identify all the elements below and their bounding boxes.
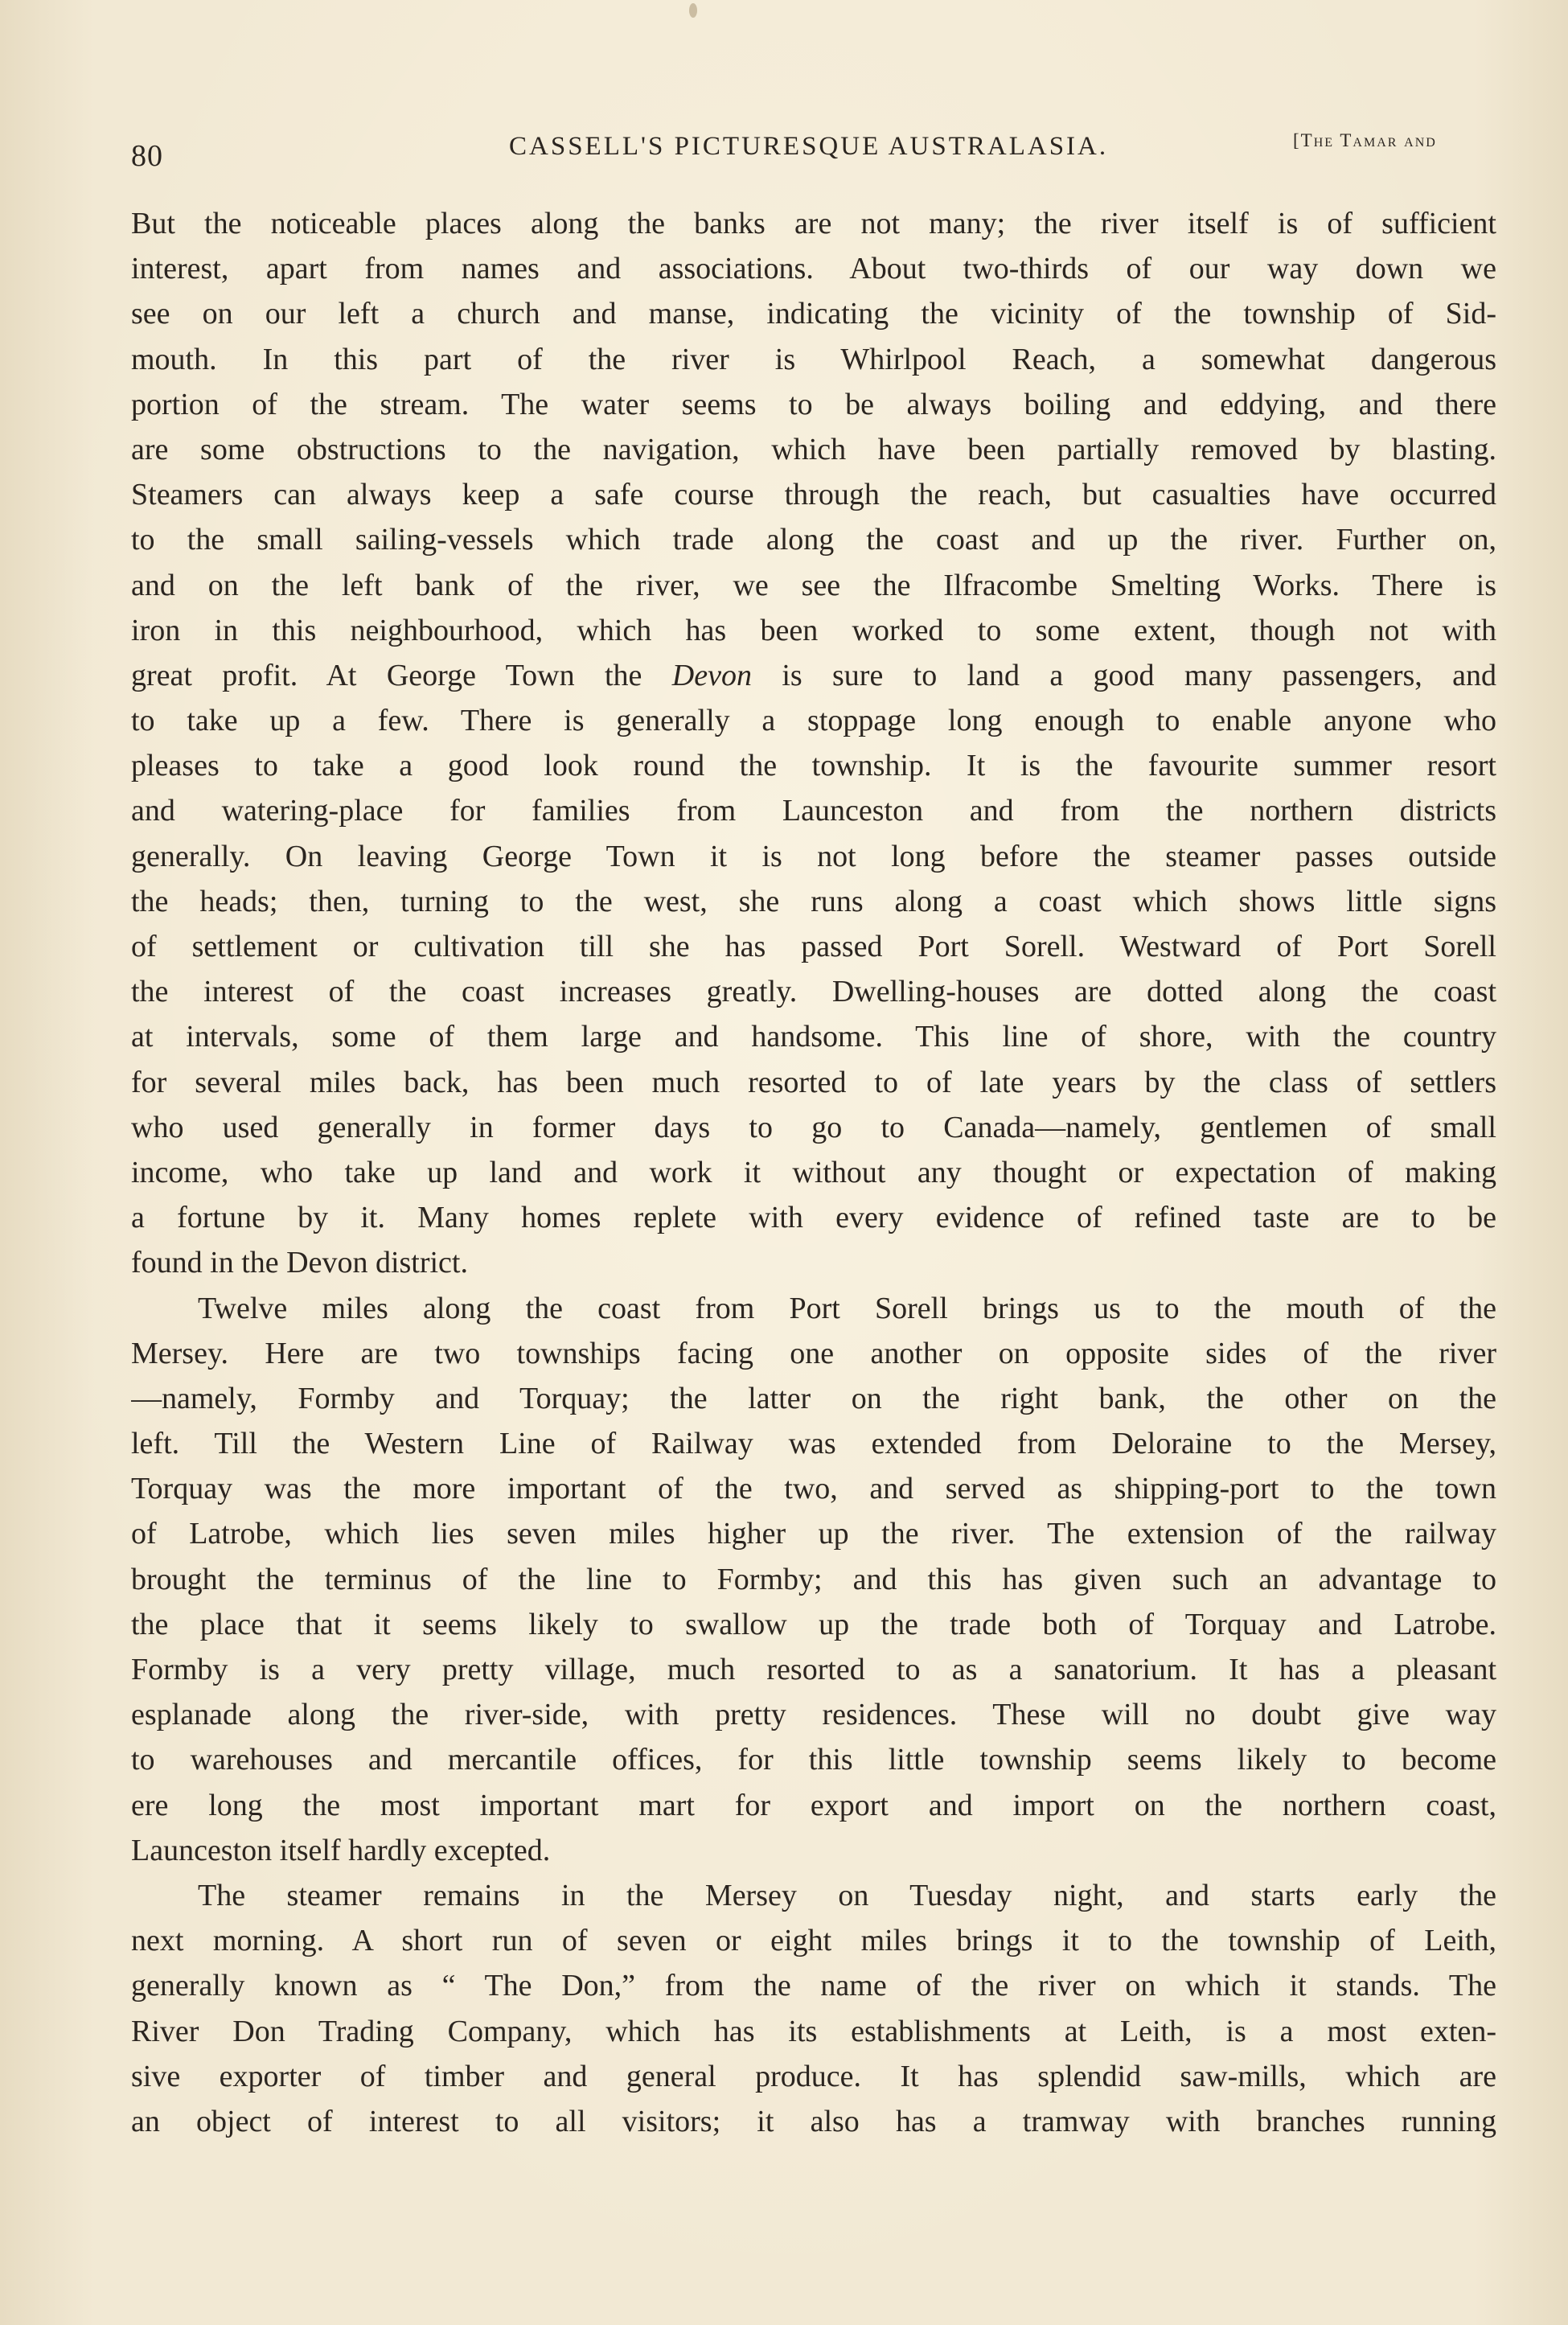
text-line: of Latrobe, which lies seven miles higher up the river. The extension of the railway	[131, 1517, 1496, 1551]
text-line: Twelve miles along the coast from Port Sorell brings us to the mouth of the	[198, 1291, 1496, 1325]
text-line: the place that it seems likely to swallow up the trade both of Torquay and Latrobe.	[131, 1607, 1496, 1641]
text-line: Steamers can always keep a safe course through the reach, but casualties have occurred	[131, 478, 1496, 512]
text-line-devon	[131, 653, 1496, 698]
text-line: Torquay was the more important of the two, and served as shipping-port to the town	[131, 1472, 1496, 1506]
text-line: the heads; then, turning to the west, she runs along a coast which shows little signs	[131, 884, 1496, 918]
page-number: 80	[131, 139, 163, 173]
text-line: the interest of the coast increases greatly. Dwelling-houses are dotted along the coast	[131, 975, 1496, 1009]
text-segment: is sure to land a good many passengers, and	[782, 658, 1496, 692]
text-line: an object of interest to all visitors; it also has a tramway with branches running	[131, 2104, 1496, 2138]
text-line: and watering-place for families from Launceston and from the northern districts	[131, 794, 1496, 828]
text-body	[131, 201, 1496, 2144]
text-line: to warehouses and mercantile offices, for this little township seems likely to become	[131, 1743, 1496, 1777]
text-line: and on the left bank of the river, we see the Ilfracombe Smelting Works. There is	[131, 568, 1496, 602]
ship-name-devon: Devon	[671, 658, 752, 692]
text-line: at intervals, some of them large and handsome. This line of shore, with the country	[131, 1020, 1496, 1054]
text-line: interest, apart from names and associations. About two-thirds of our way down we	[131, 252, 1496, 286]
text-segment: great profit. At George Town the	[131, 658, 642, 692]
text-line: River Don Trading Company, which has its establishments at Leith, is a most exten-	[131, 2014, 1496, 2048]
running-head	[131, 129, 1476, 177]
text-line: sive exporter of timber and general produce. It has splendid saw-mills, which are	[131, 2059, 1496, 2093]
text-line: Formby is a very pretty village, much resorted to as a sanatorium. It has a pleasant	[131, 1653, 1496, 1686]
text-line: esplanade along the river-side, with pretty residences. These will no doubt give way	[131, 1698, 1496, 1732]
text-line: to the small sailing-vessels which trade along the coast and up the river. Further on,	[131, 523, 1496, 557]
text-line: But the noticeable places along the banks are not many; the river itself is of sufficient	[131, 207, 1496, 240]
text-line: of settlement or cultivation till she has passed Port Sorell. Westward of Port Sorell	[131, 930, 1496, 963]
text-line: to take up a few. There is generally a stoppage long enough to enable anyone who	[131, 704, 1496, 738]
text-line: a fortune by it. Many homes replete with every evidence of refined taste are to be	[131, 1201, 1496, 1235]
text-line: brought the terminus of the line to Formby; and this has given such an advantage to	[131, 1562, 1496, 1596]
text-line: who used generally in former days to go to Canada—namely, gentlemen of small	[131, 1110, 1496, 1144]
text-line: generally. On leaving George Town it is not long before the steamer passes outside	[131, 839, 1496, 873]
text-line: —namely, Formby and Torquay; the latter on the right bank, the other on the	[131, 1381, 1496, 1415]
text-line: mouth. In this part of the river is Whirlpool Reach, a somewhat dangerous	[131, 342, 1496, 376]
text-line: portion of the stream. The water seems to be always boiling and eddying, and there	[131, 387, 1496, 421]
ink-speck	[689, 3, 697, 18]
text-line: generally known as “ The Don,” from the name of the river on which it stands. The	[131, 1969, 1496, 2003]
text-line: pleases to take a good look round the township. It is the favourite summer resort	[131, 749, 1496, 783]
text-line: Mersey. Here are two townships facing one another on opposite sides of the river	[131, 1336, 1496, 1370]
text-line: The steamer remains in the Mersey on Tuesday night, and starts early the	[198, 1878, 1496, 1912]
text-line: are some obstructions to the navigation, which have been partially removed by blasting.	[131, 432, 1496, 466]
text-line: iron in this neighbourhood, which has been worked to some extent, though not with	[131, 613, 1496, 647]
text-line: next morning. A short run of seven or eight miles brings it to the township of Leith,	[131, 1924, 1496, 1958]
text-line: left. Till the Western Line of Railway was extended from Deloraine to the Mersey,	[131, 1427, 1496, 1461]
text-line: see on our left a church and manse, indicating the vicinity of the township of Sid-	[131, 297, 1496, 331]
text-line: income, who take up land and work it without any thought or expectation of making	[131, 1155, 1496, 1189]
text-line: found in the Devon district.	[131, 1246, 468, 1280]
running-section: [The Tamar and	[1293, 130, 1437, 150]
text-line: for several miles back, has been much resorted to of late years by the class of settlers	[131, 1065, 1496, 1099]
running-title: CASSELL'S PICTURESQUE AUSTRALASIA.	[509, 132, 1109, 161]
text-line: Launceston itself hardly excepted.	[131, 1833, 551, 1867]
text-line: ere long the most important mart for export and import on the northern coast,	[131, 1788, 1496, 1822]
